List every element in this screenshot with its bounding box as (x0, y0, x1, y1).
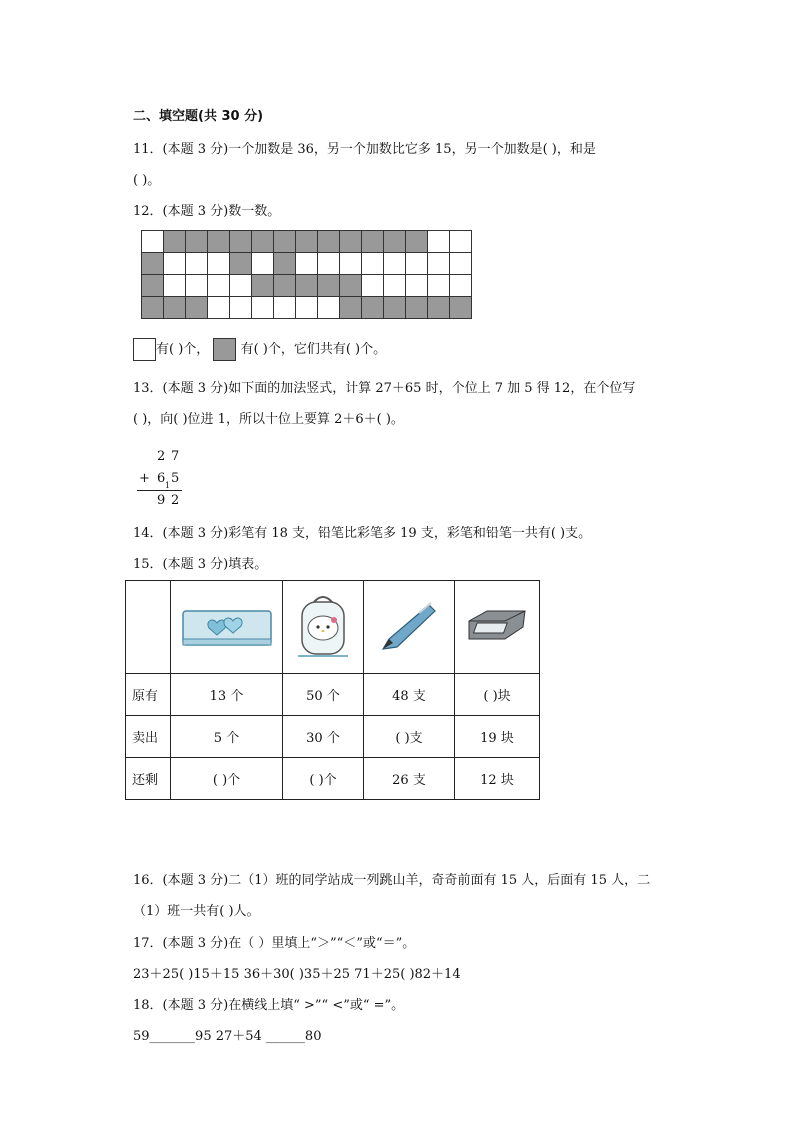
white-square (362, 253, 384, 275)
white-square (428, 275, 450, 297)
white-square (252, 297, 274, 319)
pen-cell (364, 581, 455, 674)
gray-square (164, 297, 186, 319)
gray-square (296, 231, 318, 253)
white-square (406, 275, 428, 297)
question-11-line1: 11．(本题 3 分)一个加数是 36，另一个加数比它多 15，另一个加数是( )，和是 (133, 142, 596, 157)
gray-square (252, 275, 274, 297)
white-square (230, 297, 252, 319)
cell: ( )个 (283, 758, 364, 800)
question-12-title: 12．(本题 3 分)数一数。 (133, 204, 281, 219)
cell: 26 支 (364, 758, 455, 800)
gray-square (450, 297, 472, 319)
gray-square (230, 231, 252, 253)
pen-icon (377, 599, 441, 655)
white-square (208, 297, 230, 319)
sum-ones: 2 (171, 493, 180, 508)
plus-sign: + (139, 471, 150, 486)
gray-square (318, 275, 340, 297)
gray-square (274, 253, 296, 275)
question-16-line1: 16．(本题 3 分)二（1）班的同学站成一列跳山羊，奇奇前面有 15 人，后面有 15 人，二 (133, 873, 651, 888)
backpack-cell (283, 581, 364, 674)
white-square (318, 253, 340, 275)
eraser-cell (455, 581, 540, 674)
gray-square (406, 231, 428, 253)
gray-square (230, 253, 252, 275)
question-14: 14．(本题 3 分)彩笔有 18 支，铅笔比彩笔多 19 支，彩笔和铅笔一共有( )支。 (133, 526, 592, 541)
white-square (274, 297, 296, 319)
white-square (384, 275, 406, 297)
white-square (164, 253, 186, 275)
gray-square (274, 275, 296, 297)
fill-table (125, 580, 540, 800)
question-18-title: 18．(本题 3 分)在横线上填“ >”“ <”或“ =”。 (133, 998, 405, 1013)
corner-cell (126, 581, 171, 674)
white-square (296, 297, 318, 319)
backpack-icon (294, 592, 352, 662)
gray-square (186, 297, 208, 319)
gray-square (142, 275, 164, 297)
question-18-expressions: 59_______95 27＋54 ______80 (133, 1029, 322, 1044)
cell: 48 支 (364, 674, 455, 716)
white-square (362, 275, 384, 297)
gray-square (296, 275, 318, 297)
gray-square (340, 231, 362, 253)
white-square (406, 253, 428, 275)
counting-grid (141, 230, 472, 319)
cell: ( )块 (455, 674, 540, 716)
cell: 13 个 (171, 674, 283, 716)
vertical-addition (137, 446, 187, 512)
carry-digit: 1 (165, 481, 171, 490)
cell: 5 个 (171, 716, 283, 758)
eraser-icon (465, 607, 529, 647)
question-15-title: 15．(本题 3 分)填表。 (133, 557, 268, 572)
white-square (428, 231, 450, 253)
gray-square (142, 297, 164, 319)
white-square (296, 253, 318, 275)
cell: 30 个 (283, 716, 364, 758)
row-label-remaining: 还剩 (126, 758, 171, 800)
cell: ( )支 (364, 716, 455, 758)
white-square-icon (133, 338, 156, 361)
gray-square (362, 231, 384, 253)
cell: 50 个 (283, 674, 364, 716)
white-square (450, 253, 472, 275)
white-square (208, 253, 230, 275)
white-square (252, 253, 274, 275)
gray-square (252, 231, 274, 253)
white-square (164, 275, 186, 297)
white-square (186, 275, 208, 297)
white-square (384, 253, 406, 275)
addend2-tens: 6 (157, 471, 166, 486)
white-count-text: 有( )个， (156, 342, 210, 357)
white-square (186, 253, 208, 275)
gray-square (362, 297, 384, 319)
gray-square (428, 297, 450, 319)
cell: 12 块 (455, 758, 540, 800)
gray-square (318, 231, 340, 253)
row-label-original: 原有 (126, 674, 171, 716)
white-square (318, 297, 340, 319)
gray-square-icon (213, 338, 236, 361)
white-square (340, 253, 362, 275)
white-square (142, 231, 164, 253)
gray-square (274, 231, 296, 253)
white-square (428, 253, 450, 275)
gray-square (340, 275, 362, 297)
pencil-case-cell (171, 581, 283, 674)
question-12-legend (133, 338, 386, 361)
gray-square (164, 231, 186, 253)
addend1-tens: 2 (157, 449, 166, 464)
gray-square (384, 297, 406, 319)
question-13-line1: 13．(本题 3 分)如下面的加法竖式，计算 27＋65 时，个位上 7 加 5 得 12，在个位写 (133, 381, 636, 396)
gray-square (142, 253, 164, 275)
cell: 19 块 (455, 716, 540, 758)
white-square (230, 275, 252, 297)
gray-square (384, 231, 406, 253)
white-square (450, 231, 472, 253)
cell: ( )个 (171, 758, 283, 800)
question-11-line2: ( )。 (133, 173, 161, 188)
question-16-line2: （1）班一共有( )人。 (133, 904, 260, 919)
gray-square (340, 297, 362, 319)
white-square (208, 275, 230, 297)
gray-square (406, 297, 428, 319)
white-square (450, 275, 472, 297)
addend2-ones: 5 (171, 471, 180, 486)
question-17-title: 17．(本题 3 分)在（ ）里填上“＞”“＜”或“＝”。 (133, 936, 416, 951)
pencil-case-icon (181, 605, 273, 649)
gray-square (186, 231, 208, 253)
row-label-sold: 卖出 (126, 716, 171, 758)
addend1-ones: 7 (171, 449, 180, 464)
gray-count-text: 有( )个，它们共有( )个。 (240, 342, 387, 357)
gray-square (208, 231, 230, 253)
question-13-line2: ( )，向( )位进 1，所以十位上要算 2＋6＋( )。 (133, 412, 404, 427)
section-title: 二、填空题(共 30 分) (133, 109, 264, 124)
question-17-expressions: 23＋25( )15＋15 36＋30( )35＋25 71＋25( )82＋14 (133, 967, 461, 982)
sum-tens: 9 (157, 493, 166, 508)
